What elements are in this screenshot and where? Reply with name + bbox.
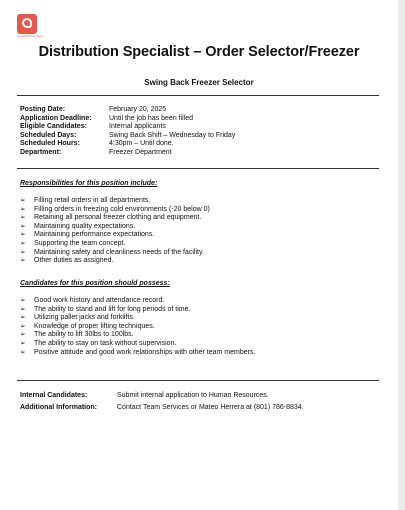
detail-label: Scheduled Days: [20, 131, 77, 139]
logo-a-icon [17, 14, 37, 34]
detail-value: 4:30pm – Until done. [109, 140, 174, 148]
page-title: Distribution Specialist – Order Selector/Freezer [38, 44, 360, 60]
list-item: ➢ Good work history and attendance record. [20, 297, 255, 306]
detail-value: Internal applicants [109, 123, 166, 131]
candidates-list [20, 297, 255, 357]
list-item: ➢ Knowledge of proper lifting techniques. [20, 323, 255, 332]
job-details [20, 106, 235, 158]
detail-label: Eligible Candidates: [20, 123, 87, 131]
detail-value: Swing Back Shift – Wednesday to Friday [109, 131, 236, 139]
page-subtitle: Swing Back Freezer Selector [144, 78, 254, 87]
responsibilities-heading: Responsibilities for this position include: [20, 180, 158, 187]
detail-label: Application Deadline: [20, 114, 92, 122]
detail-row [20, 106, 235, 115]
detail-label: Posting Date: [20, 106, 66, 113]
footer-label: Additional Information: [20, 403, 97, 411]
divider [17, 168, 379, 169]
company-logo [17, 14, 44, 40]
list-item: ➢ Maintaining safety and cleanliness needs of the facility. [20, 249, 210, 258]
list-item: ➢ Filling orders in freezing cold environments (-20 below 0) [20, 206, 210, 215]
detail-row [20, 123, 235, 132]
divider [17, 380, 379, 381]
list-item: ➢ Positive attitude and good work relationships with other team members. [20, 349, 255, 358]
detail-label: Scheduled Hours: [20, 140, 80, 148]
logo-tagline: Associated Food Stores [17, 35, 44, 38]
detail-value: Freezer Department [109, 148, 172, 156]
detail-value: February 20, 2025 [109, 106, 167, 113]
list-item: ➢ Maintaining quality expectations. [20, 223, 210, 232]
list-item: ➢ Filling retail orders in all departments. [20, 197, 210, 206]
list-item: ➢ Utilizing pallet jacks and forklifts. [20, 314, 255, 323]
scrollbar[interactable] [398, 0, 405, 510]
list-item: ➢ Other duties as assigned. [20, 257, 210, 266]
list-item: ➢ Retaining all personal freezer clothing and equipment. [20, 214, 210, 223]
detail-row [20, 149, 235, 158]
footer-value: Submit internal application to Human Resources. [117, 392, 269, 399]
list-item: ➢ Maintaining performance expectations. [20, 231, 210, 240]
detail-value: Until the job has been filled [109, 114, 194, 122]
list-item: ➢ The ability to lift 30lbs to 100lbs. [20, 331, 255, 340]
footer-row [20, 390, 304, 402]
detail-row [20, 132, 235, 141]
responsibilities-list [20, 197, 210, 266]
list-item: ➢ The ability to stay on task without supervision. [20, 340, 255, 349]
candidates-heading: Candidates for this position should possess: [20, 280, 170, 287]
detail-label: Department: [20, 148, 62, 156]
detail-row [20, 115, 235, 124]
footer-row [20, 402, 304, 414]
divider [17, 95, 379, 96]
footer-label: Internal Candidates: [20, 392, 88, 399]
footer-info [20, 390, 304, 413]
list-item: ➢ Supporting the team concept. [20, 240, 210, 249]
list-item: ➢ The ability to stand and lift for long periods of time. [20, 306, 255, 315]
detail-row [20, 140, 235, 149]
footer-value: Contact Team Services or Mateo Herrera at (801) 786-8834. [117, 403, 304, 411]
